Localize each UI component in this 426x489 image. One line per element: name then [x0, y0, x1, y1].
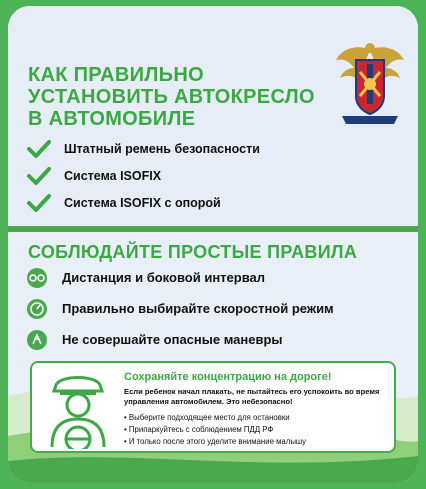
- driver-icon: [38, 367, 118, 449]
- rule-item: [26, 324, 334, 355]
- card-lead-text: Если ребенок начал плакать, не пытайтесь его успокоить во время управления автомобилем. Это небезопасно!: [124, 387, 380, 406]
- check-item-label: Система ISOFIX: [64, 168, 162, 183]
- check-item: [26, 189, 260, 216]
- title-line-3: В АВТОМОБИЛЕ: [28, 108, 196, 130]
- rule-item: [26, 262, 334, 293]
- speed-icon: [26, 298, 48, 320]
- section-divider: [8, 226, 418, 232]
- checkmark-icon: [26, 165, 52, 187]
- distance-icon: [26, 267, 48, 289]
- rule-item-label: Не совершайте опасные маневры: [62, 332, 283, 347]
- card-tip-item: • Выберите подходящее место для остановки: [124, 412, 392, 424]
- checkmark-icon: [26, 192, 52, 214]
- rules-heading: СОБЛЮДАЙТЕ ПРОСТЫЕ ПРАВИЛА: [28, 242, 358, 262]
- title-line-2: УСТАНОВИТЬ АВТОКРЕСЛО: [28, 86, 315, 108]
- check-list: [26, 135, 260, 216]
- card-tip-item: • Припаркуйтесь с соблюдением ПДД РФ: [124, 424, 392, 436]
- card-tips-list: [124, 412, 392, 448]
- check-item-label: Штатный ремень безопасности: [64, 141, 260, 156]
- rule-item: [26, 293, 334, 324]
- poster: [8, 6, 418, 483]
- title-line-1: КАК ПРАВИЛЬНО: [28, 64, 204, 86]
- checkmark-icon: [26, 138, 52, 160]
- police-emblem-icon: [334, 38, 406, 130]
- card-title: Сохраняйте концентрацию на дороге!: [124, 371, 332, 383]
- maneuver-icon: [26, 329, 48, 351]
- rule-item-label: Дистанция и боковой интервал: [62, 270, 266, 285]
- tip-card: [30, 361, 396, 453]
- card-tip-item: • И только после этого уделите внимание малышу: [124, 436, 392, 448]
- poster-title: [28, 64, 348, 130]
- rule-item-label: Правильно выбирайте скоростной режим: [62, 301, 334, 316]
- check-item: [26, 135, 260, 162]
- rules-list: [26, 262, 334, 355]
- check-item-label: Система ISOFIX с опорой: [64, 195, 221, 210]
- check-item: [26, 162, 260, 189]
